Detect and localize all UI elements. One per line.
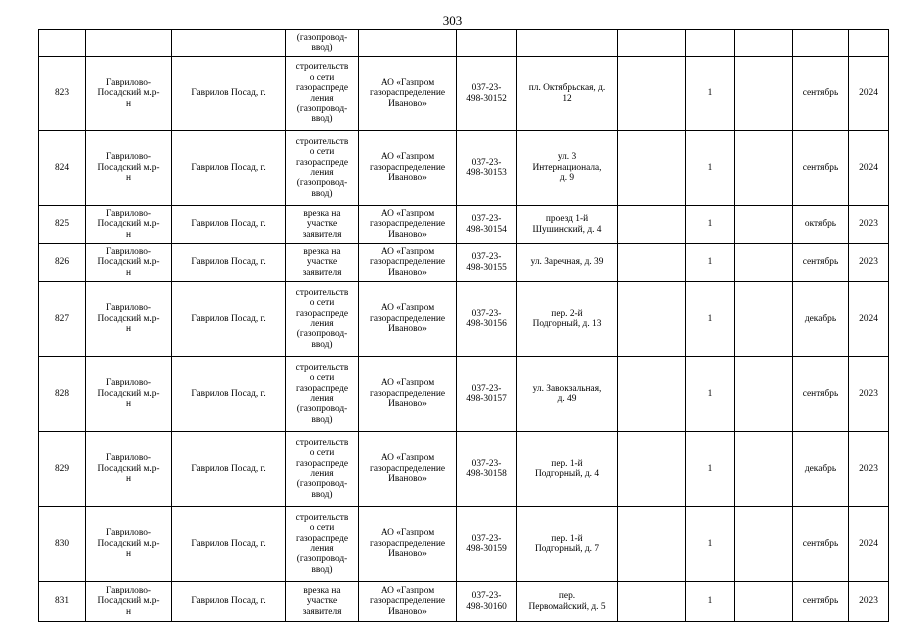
cell-work-type: строительств о сети газораспреде ления (газопровод- ввод): [286, 282, 359, 357]
cell-month: сентябрь: [793, 131, 849, 206]
cell-empty: [39, 30, 86, 57]
cell-address: пер. Первомайский, д. 5: [517, 582, 618, 622]
cell-number: 830: [39, 507, 86, 582]
cell-number: 824: [39, 131, 86, 206]
cell-empty: [359, 30, 457, 57]
cell-empty: [457, 30, 517, 57]
table-row: [39, 432, 889, 507]
cell-month: декабрь: [793, 282, 849, 357]
cell-count: 1: [686, 57, 735, 131]
table-body: [39, 30, 889, 622]
cell-city: Гаврилов Посад, г.: [172, 582, 286, 622]
cell-district: Гаврилово- Посадский м.р- н: [86, 282, 172, 357]
cell-year: 2024: [849, 57, 889, 131]
cell-empty: [172, 30, 286, 57]
cell-year: 2024: [849, 282, 889, 357]
cell-count: 1: [686, 507, 735, 582]
cell-empty: [618, 432, 686, 507]
cell-city: Гаврилов Посад, г.: [172, 131, 286, 206]
cell-empty: [517, 30, 618, 57]
cell-address: пер. 2-й Подгорный, д. 13: [517, 282, 618, 357]
cell-organization: АО «Газпром газораспределение Иваново»: [359, 244, 457, 282]
cell-empty: [618, 30, 686, 57]
cell-empty: [735, 282, 793, 357]
cell-city: Гаврилов Посад, г.: [172, 357, 286, 432]
cell-count: 1: [686, 357, 735, 432]
cell-month: сентябрь: [793, 582, 849, 622]
cell-organization: АО «Газпром газораспределение Иваново»: [359, 357, 457, 432]
cell-empty: [735, 131, 793, 206]
cell-number: 829: [39, 432, 86, 507]
cell-district: Гаврилово- Посадский м.р- н: [86, 357, 172, 432]
cell-city: Гаврилов Посад, г.: [172, 432, 286, 507]
cell-empty: [735, 206, 793, 244]
cell-empty: [735, 507, 793, 582]
cell-empty: [618, 131, 686, 206]
cell-address: ул. Заречная, д. 39: [517, 244, 618, 282]
cell-number: 827: [39, 282, 86, 357]
cell-address: ул. Завокзальная, д. 49: [517, 357, 618, 432]
cell-code: 037-23- 498-30154: [457, 206, 517, 244]
cell-month: сентябрь: [793, 357, 849, 432]
cell-number: 828: [39, 357, 86, 432]
cell-work-type: строительств о сети газораспреде ления (газопровод- ввод): [286, 507, 359, 582]
cell-city: Гаврилов Посад, г.: [172, 57, 286, 131]
cell-empty: [735, 357, 793, 432]
cell-month: декабрь: [793, 432, 849, 507]
cell-work-type-continuation: (газопровод- ввод): [286, 30, 359, 57]
cell-count: 1: [686, 244, 735, 282]
table-row: [39, 507, 889, 582]
cell-work-type: строительств о сети газораспреде ления (газопровод- ввод): [286, 131, 359, 206]
cell-district: Гаврилово- Посадский м.р- н: [86, 131, 172, 206]
cell-city: Гаврилов Посад, г.: [172, 282, 286, 357]
cell-month: сентябрь: [793, 244, 849, 282]
cell-number: 823: [39, 57, 86, 131]
cell-empty: [618, 582, 686, 622]
cell-year: 2023: [849, 244, 889, 282]
table-row: [39, 244, 889, 282]
cell-organization: АО «Газпром газораспределение Иваново»: [359, 507, 457, 582]
cell-code: 037-23- 498-30158: [457, 432, 517, 507]
cell-month: сентябрь: [793, 57, 849, 131]
table-row-continuation: [39, 30, 889, 57]
cell-year: 2024: [849, 507, 889, 582]
cell-code: 037-23- 498-30159: [457, 507, 517, 582]
cell-organization: АО «Газпром газораспределение Иваново»: [359, 206, 457, 244]
cell-work-type: врезка на участке заявителя: [286, 244, 359, 282]
cell-work-type: строительств о сети газораспреде ления (газопровод- ввод): [286, 357, 359, 432]
cell-work-type: врезка на участке заявителя: [286, 582, 359, 622]
cell-organization: АО «Газпром газораспределение Иваново»: [359, 131, 457, 206]
cell-empty: [849, 30, 889, 57]
cell-empty: [618, 57, 686, 131]
cell-empty: [735, 30, 793, 57]
cell-organization: АО «Газпром газораспределение Иваново»: [359, 582, 457, 622]
cell-empty: [618, 507, 686, 582]
cell-district: Гаврилово- Посадский м.р- н: [86, 57, 172, 131]
cell-code: 037-23- 498-30157: [457, 357, 517, 432]
cell-code: 037-23- 498-30160: [457, 582, 517, 622]
cell-district: Гаврилово- Посадский м.р- н: [86, 244, 172, 282]
page-number: 303: [442, 13, 463, 28]
cell-empty: [735, 432, 793, 507]
cell-organization: АО «Газпром газораспределение Иваново»: [359, 282, 457, 357]
cell-count: 1: [686, 206, 735, 244]
table-row: [39, 206, 889, 244]
cell-empty: [618, 244, 686, 282]
cell-district: Гаврилово- Посадский м.р- н: [86, 582, 172, 622]
cell-address: ул. 3 Интернационала, д. 9: [517, 131, 618, 206]
cell-number: 826: [39, 244, 86, 282]
cell-district: Гаврилово- Посадский м.р- н: [86, 432, 172, 507]
cell-code: 037-23- 498-30153: [457, 131, 517, 206]
table-row: [39, 131, 889, 206]
cell-month: сентябрь: [793, 507, 849, 582]
cell-organization: АО «Газпром газораспределение Иваново»: [359, 432, 457, 507]
cell-empty: [793, 30, 849, 57]
cell-year: 2023: [849, 432, 889, 507]
table-row: [39, 357, 889, 432]
cell-empty: [735, 582, 793, 622]
cell-empty: [735, 244, 793, 282]
cell-empty: [686, 30, 735, 57]
cell-year: 2023: [849, 582, 889, 622]
cell-address: пер. 1-й Подгорный, д. 4: [517, 432, 618, 507]
cell-empty: [735, 57, 793, 131]
cell-count: 1: [686, 432, 735, 507]
cell-year: 2023: [849, 206, 889, 244]
cell-code: 037-23- 498-30152: [457, 57, 517, 131]
cell-empty: [618, 206, 686, 244]
cell-work-type: врезка на участке заявителя: [286, 206, 359, 244]
cell-count: 1: [686, 582, 735, 622]
table-row: [39, 582, 889, 622]
table-row: [39, 57, 889, 131]
cell-work-type: строительств о сети газораспреде ления (газопровод- ввод): [286, 57, 359, 131]
cell-count: 1: [686, 282, 735, 357]
cell-address: пл. Октябрьская, д. 12: [517, 57, 618, 131]
cell-district: Гаврилово- Посадский м.р- н: [86, 507, 172, 582]
cell-address: проезд 1-й Шушинский, д. 4: [517, 206, 618, 244]
cell-count: 1: [686, 131, 735, 206]
cell-organization: АО «Газпром газораспределение Иваново»: [359, 57, 457, 131]
cell-district: Гаврилово- Посадский м.р- н: [86, 206, 172, 244]
cell-year: 2024: [849, 131, 889, 206]
cell-address: пер. 1-й Подгорный, д. 7: [517, 507, 618, 582]
cell-month: октябрь: [793, 206, 849, 244]
cell-year: 2023: [849, 357, 889, 432]
cell-number: 825: [39, 206, 86, 244]
gas-connection-table: [38, 29, 889, 622]
cell-number: 831: [39, 582, 86, 622]
cell-empty: [618, 282, 686, 357]
cell-code: 037-23- 498-30156: [457, 282, 517, 357]
cell-city: Гаврилов Посад, г.: [172, 244, 286, 282]
cell-work-type: строительств о сети газораспреде ления (газопровод- ввод): [286, 432, 359, 507]
cell-empty: [618, 357, 686, 432]
table-row: [39, 282, 889, 357]
cell-city: Гаврилов Посад, г.: [172, 507, 286, 582]
cell-code: 037-23- 498-30155: [457, 244, 517, 282]
cell-city: Гаврилов Посад, г.: [172, 206, 286, 244]
cell-empty: [86, 30, 172, 57]
